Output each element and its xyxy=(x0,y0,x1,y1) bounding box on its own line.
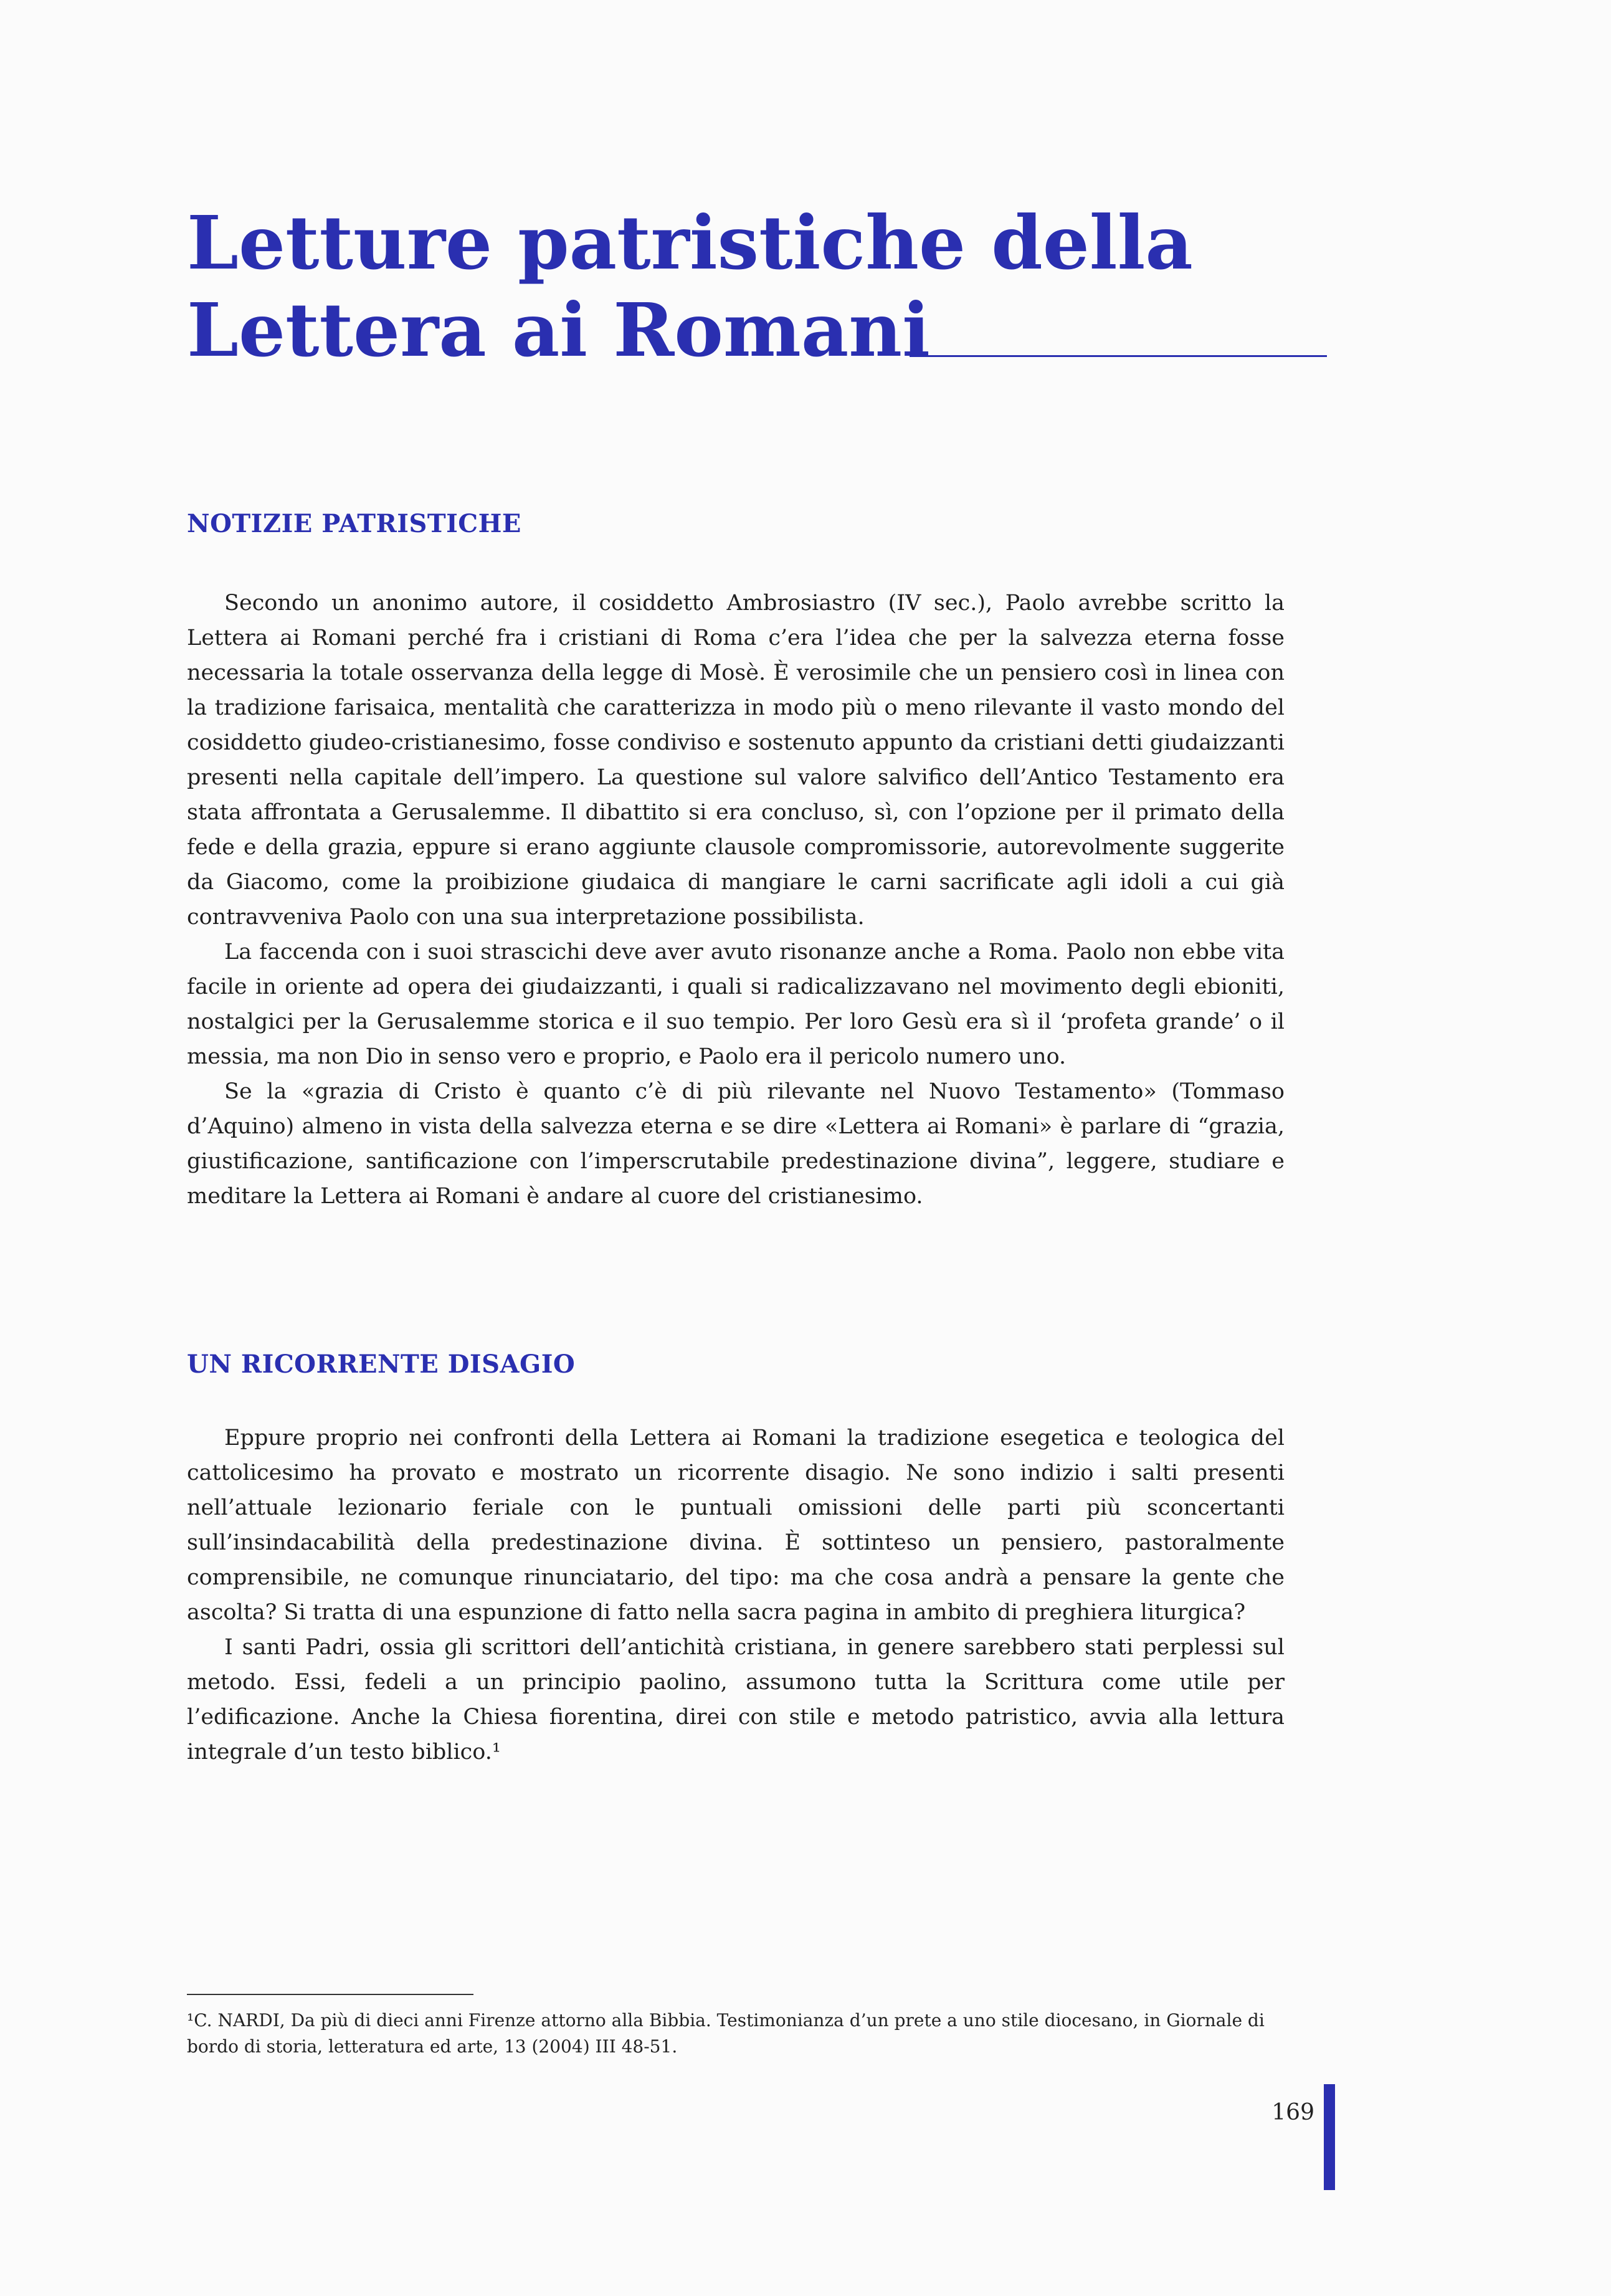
footnote: ¹C. NARDI, Da più di dieci anni Firenze attorno alla Bibbia. Testimonianza d’un prete a uno stile diocesano, in Giornale di bordo di storia, letteratura ed arte, 13 (2004) III 48-51. xyxy=(187,2010,1265,2057)
section-heading-notizie: NOTIZIE PATRISTICHE xyxy=(187,509,521,538)
paragraph: Eppure proprio nei confronti della Lettera ai Romani la tradizione esegetica e teologica del cattolicesimo ha provato e mostrato un ricorrente disagio. Ne sono indizio i salti presenti nell’attuale lezionario feriale con le puntuali omissioni delle parti più sconcertanti sull’insindacabilità della predestinazione divina. È sottinteso un pensiero, pastoralmente comprensibile, ne comunque rinunciatario, del tipo: ma che cosa andrà a pensare la gente che ascolta? Si tratta di una espunzione di fatto nella sacra pagina in ambito di preghiera liturgica? xyxy=(187,1426,1285,1625)
page-number-bar xyxy=(1324,2084,1335,2190)
paragraph: Secondo un anonimo autore, il cosiddetto Ambrosiastro (IV sec.), Paolo avrebbe scritto la Lettera ai Romani perché fra i cristiani di Roma c’era l’idea che per la salvezza eterna fosse necessaria la totale osservanza della legge di Mosè. È verosimile che un pensiero così in linea con la tradizione farisaica, mentalità che caratterizza in modo più o meno rilevante il vasto mondo del cosiddetto giudeo-cristianesimo, fosse condiviso e sostenuto appunto da cristiani detti giudaizzanti presenti nella capitale dell’impero. La questione sul valore salvifico dell’Antico Testamento era stata affrontata a Gerusalemme. Il dibattito si era concluso, sì, con l’opzione per il primato della fede e della grazia, eppure si erano aggiunte clausole compromissorie, autorevolmente suggerite da Giacomo, come la proibizione giudaica di mangiare le carni sacrificate agli idoli a cui già contravveniva Paolo con una sua interpretazione possibilista. xyxy=(187,591,1285,930)
paragraph: Se la «grazia di Cristo è quanto c’è di più rilevante nel Nuovo Testamento» (Tommaso d’Aquino) almeno in vista della salvezza eterna e se dire «Lettera ai Romani» è parlare di “grazia, giustificazione, santificazione con l’imperscrutabile predestinazione divina”, leggere, studiare e meditare la Lettera ai Romani è andare al cuore del cristianesimo. xyxy=(187,1079,1285,1209)
title-line-1: Letture patristiche della xyxy=(187,199,1193,286)
page-number: 169 xyxy=(1271,2100,1314,2125)
paragraph: I santi Padri, ossia gli scrittori dell’antichità cristiana, in genere sarebbero stati perplessi sul metodo. Essi, fedeli a un principio paolino, assumono tutta la Scrittura come utile per l’edificazione. Anche la Chiesa fiorentina, direi con stile e metodo patristico, avvia alla lettura integrale d’un testo biblico.¹ xyxy=(187,1635,1285,1765)
footnote-rule xyxy=(187,1994,473,1995)
paragraph: La faccenda con i suoi strascichi deve aver avuto risonanze anche a Roma. Paolo non ebbe vita facile in oriente ad opera dei giudaizzanti, i quali si radicalizzavano nel movimento degli ebioniti, nostalgici per la Gerusalemme storica e il suo tempio. Per loro Gesù era sì il ‘profeta grande’ o il messia, ma non Dio in senso vero e proprio, e Paolo era il pericolo numero uno. xyxy=(187,940,1285,1069)
section-body-notizie xyxy=(187,586,1285,1214)
title-rule xyxy=(910,355,1327,357)
page-title xyxy=(187,199,1371,374)
section-body-disagio xyxy=(187,1421,1285,1770)
title-line-2: Lettera ai Romani xyxy=(187,287,930,373)
section-heading-disagio: UN RICORRENTE DISAGIO xyxy=(187,1350,576,1379)
